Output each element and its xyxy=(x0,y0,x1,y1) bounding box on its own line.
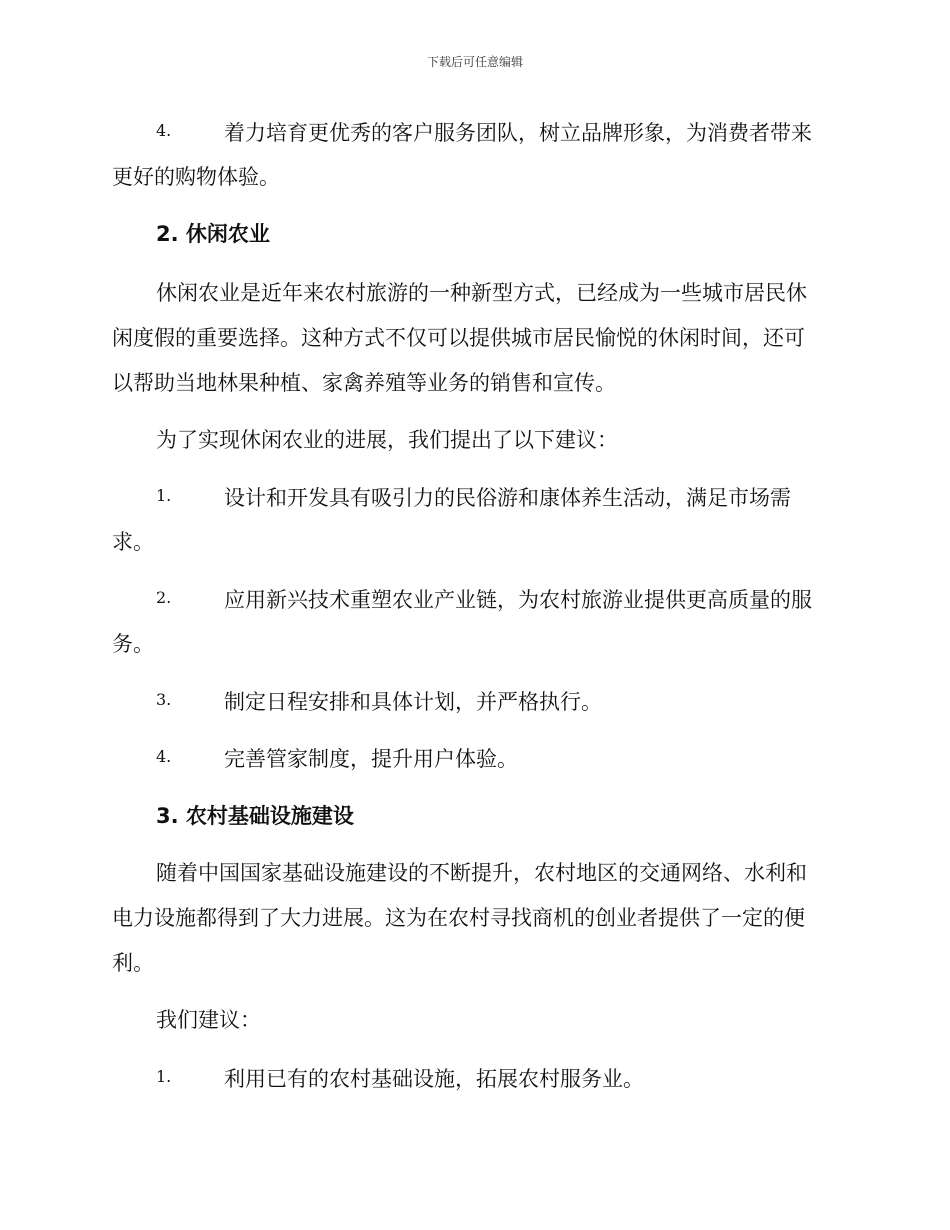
list-number: 3. xyxy=(156,690,172,709)
paragraph-line: 利。 xyxy=(112,951,154,975)
section-heading: 3. 农村基础设施建设 xyxy=(156,804,354,828)
page-header: 下载后可任意编辑 xyxy=(426,55,523,69)
list-item-text: 制定日程安排和具体计划，并严格执行。 xyxy=(224,690,602,714)
paragraph-line: 闲度假的重要选择。这种方式不仅可以提供城市居民愉悦的休闲时间，还可 xyxy=(112,326,805,350)
paragraph-line: 我们建议： xyxy=(156,1008,261,1032)
section-heading: 2. 休闲农业 xyxy=(156,222,270,246)
list-number: 4. xyxy=(156,121,172,140)
list-item-text: 应用新兴技术重塑农业产业链，为农村旅游业提供更高质量的服 xyxy=(224,588,812,612)
list-number: 4. xyxy=(156,747,172,766)
list-number: 1. xyxy=(156,1067,172,1086)
paragraph-line: 为了实现休闲农业的进展，我们提出了以下建议： xyxy=(156,428,618,452)
paragraph-line: 以帮助当地林果种植、家禽养殖等业务的销售和宣传。 xyxy=(112,371,616,395)
list-item-text: 设计和开发具有吸引力的民俗游和康体养生活动，满足市场需 xyxy=(224,486,791,510)
list-item-text: 更好的购物体验。 xyxy=(112,165,280,189)
list-number: 1. xyxy=(156,486,172,505)
list-item-text: 求。 xyxy=(112,530,154,554)
paragraph-line: 随着中国国家基础设施建设的不断提升，农村地区的交通网络、水利和 xyxy=(156,861,807,885)
list-item-text: 着力培育更优秀的客户服务团队，树立品牌形象，为消费者带来 xyxy=(224,121,812,145)
list-number: 2. xyxy=(156,588,172,607)
paragraph-line: 电力设施都得到了大力进展。这为在农村寻找商机的创业者提供了一定的便 xyxy=(112,906,805,930)
list-item-text: 利用已有的农村基础设施，拓展农村服务业。 xyxy=(224,1067,644,1091)
list-item-text: 完善管家制度，提升用户体验。 xyxy=(224,747,518,771)
paragraph-line: 休闲农业是近年来农村旅游的一种新型方式，已经成为一些城市居民休 xyxy=(156,281,807,305)
list-item-text: 务。 xyxy=(112,632,154,656)
